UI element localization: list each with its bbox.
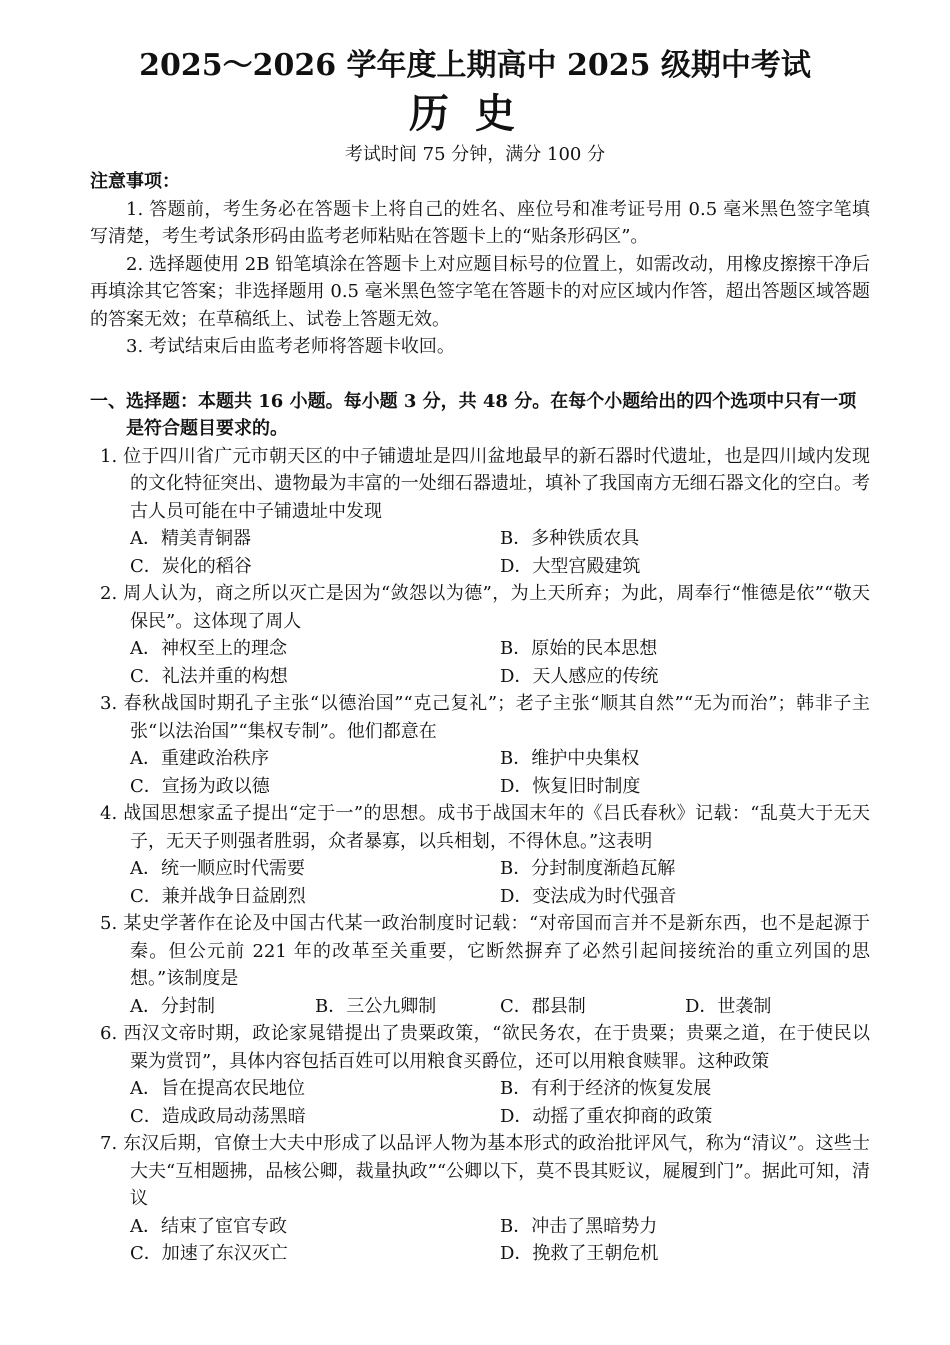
option-d: D．世袭制 <box>685 995 772 1017</box>
option-b: B．原始的民本思想 <box>500 638 658 659</box>
exam-time: 考试时间 75 分钟，满分 100 分 <box>344 144 606 165</box>
question-stem: 4. 战国思想家孟子提出“定于一”的思想。成书于战国末年的《吕氏春秋》记载：“乱莫大于无天子，无天子则强者胜弱，众者暴寡，以兵相刬，不得休息。”这表明 <box>100 803 870 852</box>
option-b: B．分封制度渐趋瓦解 <box>500 858 676 879</box>
option-d: D．挽救了王朝危机 <box>500 1243 659 1264</box>
option-c: C．炭化的稻谷 <box>130 555 252 577</box>
option-a: A．分封制 <box>130 995 215 1017</box>
options <box>90 993 870 1021</box>
question-7 <box>90 1130 870 1268</box>
question-3 <box>90 690 870 800</box>
option-a: A．旨在提高农民地位 <box>130 1078 305 1099</box>
exam-title: 2025～2026 学年度上期高中 2025 级期中考试 <box>139 48 811 83</box>
option-d: D．天人感应的传统 <box>500 665 659 687</box>
notes-heading: 注意事项： <box>90 171 180 192</box>
question-stem: 6. 西汉文帝时期，政论家晁错提出了贵粟政策，“欲民务农，在于贵粟；贵粟之道，在于使民以粟为赏罚”，具体内容包括百姓可以用粮食买爵位，还可以用粮食赎罪。这种政策 <box>100 1023 870 1072</box>
note-item: 2. 选择题使用 2B 铅笔填涂在答题卡上对应题目标号的位置上，如需改动，用橡皮擦擦干净后再填涂其它答案；非选择题用 0.5 毫米黑色签字笔在答题卡的对应区域内作答，超出答题区域答题的答案无效；在草稿纸上、试卷上答题无效。 <box>90 253 870 330</box>
options <box>90 525 870 580</box>
option-d: D．动摇了重农抑商的政策 <box>500 1105 713 1127</box>
option-c: C．礼法并重的构想 <box>130 665 288 687</box>
option-d: D．变法成为时代强音 <box>500 885 677 907</box>
option-a: A．神权至上的理念 <box>130 638 287 659</box>
option-c: C．加速了东汉灭亡 <box>130 1243 288 1264</box>
question-stem: 2. 周人认为，商之所以灭亡是因为“敛怨以为德”，为上天所弃；为此，周奉行“惟德是依”“敬天保民”。这体现了周人 <box>100 583 870 632</box>
option-a: A．结束了宦官专政 <box>130 1215 287 1237</box>
options <box>90 635 870 690</box>
note-item: 1. 答题前，考生务必在答题卡上将自己的姓名、座位号和准考证号用 0.5 毫米黑色签字笔填写清楚，考生考试条形码由监考老师粘贴在答题卡上的“贴条形码区”。 <box>90 198 870 247</box>
option-a: A．统一顺应时代需要 <box>130 858 305 879</box>
question-4 <box>90 800 870 910</box>
option-a: A．精美青铜器 <box>130 528 251 549</box>
options <box>90 855 870 910</box>
options <box>90 745 870 800</box>
question-stem: 3. 春秋战国时期孔子主张“以德治国”“克己复礼”；老子主张“顺其自然”“无为而治”；韩非子主张“以法治国”“集权专制”。他们都意在 <box>100 693 870 742</box>
question-stem: 7. 东汉后期，官僚士大夫中形成了以品评人物为基本形式的政治批评风气，称为“清议”。这些士大夫“互相题拂，品核公卿，裁量执政”“公卿以下，莫不畏其贬议，屣履到门”。据此可知，清议 <box>100 1133 870 1209</box>
option-b: B．维护中央集权 <box>500 748 640 769</box>
option-b: B．多种铁质农具 <box>500 528 640 549</box>
option-d: D．恢复旧时制度 <box>500 775 641 797</box>
option-b: B．三公九卿制 <box>315 995 437 1017</box>
note-item: 3. 考试结束后由监考老师将答题卡收回。 <box>126 336 455 357</box>
options <box>90 1075 870 1130</box>
option-c: C．宣扬为政以德 <box>130 775 270 797</box>
option-a: A．重建政治秩序 <box>130 748 269 769</box>
exam-body <box>90 168 870 1268</box>
question-1 <box>90 443 870 581</box>
options <box>90 1213 870 1268</box>
question-5 <box>90 910 870 1020</box>
question-stem: 5. 某史学著作在论及中国古代某一政治制度时记载：“对帝国而言并不是新东西，也不是起源于秦。但公元前 221 年的改革至关重要，它断然摒弃了必然引起间接统治的重立列国的思想。”该制度是 <box>100 913 870 989</box>
subject-title: 历史 <box>409 90 541 137</box>
question-stem: 1. 位于四川省广元市朝天区的中子铺遗址是四川盆地最早的新石器时代遗址，也是四川域内发现的文化特征突出、遗物最为丰富的一处细石器遗址，填补了我国南方无细石器文化的空白。考古人员可能在中子铺遗址中发现 <box>100 445 870 522</box>
option-d: D．大型宫殿建筑 <box>500 555 641 577</box>
option-c: C．兼并战争日益剧烈 <box>130 885 306 907</box>
option-c: C．造成政局动荡黑暗 <box>130 1105 306 1127</box>
option-b: B．冲击了黑暗势力 <box>500 1215 658 1237</box>
option-b: B．有利于经济的恢复发展 <box>500 1078 712 1099</box>
option-c: C．郡县制 <box>500 995 586 1017</box>
question-2 <box>90 580 870 690</box>
question-6 <box>90 1020 870 1130</box>
section-heading: 一、选择题：本题共 16 小题。每小题 3 分，共 48 分。在每个小题给出的四个选项中只有一项是符合题目要求的。 <box>90 390 857 439</box>
